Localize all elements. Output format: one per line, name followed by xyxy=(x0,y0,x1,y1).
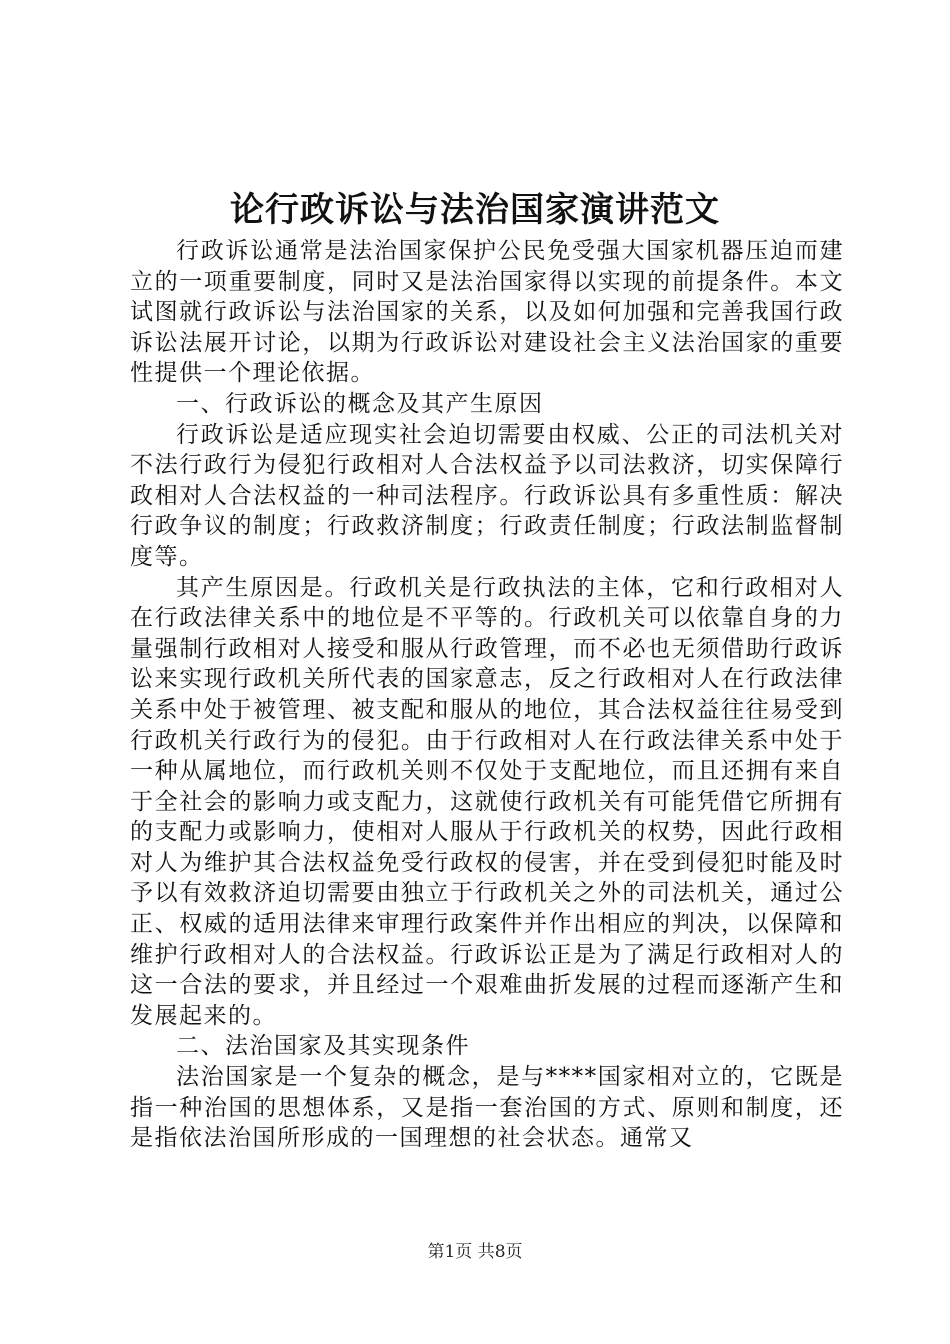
section-heading-1: 一、行政诉讼的概念及其产生原因 xyxy=(176,390,544,417)
section-1-paragraph-1: 行政诉讼是适应现实社会迫切需要由权威、公正的司法机关对不法行政行为侵犯行政相对人合法权益予以司法救济，切实保障行政相对人合法权益的一种司法程序。行政诉讼具有多重性质：解决行政争议的制度；行政救济制度；行政责任制度；行政法制监督制度等。 xyxy=(130,421,844,570)
intro-paragraph: 行政诉讼通常是法治国家保护公民免受强大国家机器压迫而建立的一项重要制度，同时又是法治国家得以实现的前提条件。本文试图就行政诉讼与法治国家的关系，以及如何加强和完善我国行政诉讼法展开讨论，以期为行政诉讼对建设社会主义法治国家的重要性提供一个理论依据。 xyxy=(130,238,844,387)
document-title: 论行政诉讼与法治国家演讲范文 xyxy=(230,190,720,230)
section-heading-2: 二、法治国家及其实现条件 xyxy=(176,1033,470,1060)
document-body xyxy=(130,236,844,1154)
section-2-paragraph-1: 法治国家是一个复杂的概念，是与****国家相对立的，它既是指一种治国的思想体系，又是指一套治国的方式、原则和制度，还是指依法治国所形成的一国理想的社会状态。通常又 xyxy=(130,1064,844,1152)
page-footer: 第1页 共8页 xyxy=(427,1242,523,1262)
section-1-paragraph-2: 其产生原因是。行政机关是行政执法的主体，它和行政相对人在行政法律关系中的地位是不平等的。行政机关可以依靠自身的力量强制行政相对人接受和服从行政管理，而不必也无须借助行政诉讼来实现行政机关所代表的国家意志，反之行政相对人在行政法律关系中处于被管理、被支配和服从的地位，其合法权益往往易受到行政机关行政行为的侵犯。由于行政相对人在行政法律关系中处于一种从属地位，而行政机关则不仅处于支配地位，而且还拥有来自于全社会的影响力或支配力，这就使行政机关有可能凭借它所拥有的支配力或影响力，使相对人服从于行政机关的权势，因此行政相对人为维护其合法权益免受行政权的侵害，并在受到侵犯时能及时予以有效救济迫切需要由独立于行政机关之外的司法机关，通过公正、权威的适用法律来审理行政案件并作出相应的判决，以保障和维护行政相对人的合法权益。行政诉讼正是为了满足行政相对人的这一合法的要求，并且经过一个艰难曲折发展的过程而逐渐产生和发展起来的。 xyxy=(130,574,844,1029)
